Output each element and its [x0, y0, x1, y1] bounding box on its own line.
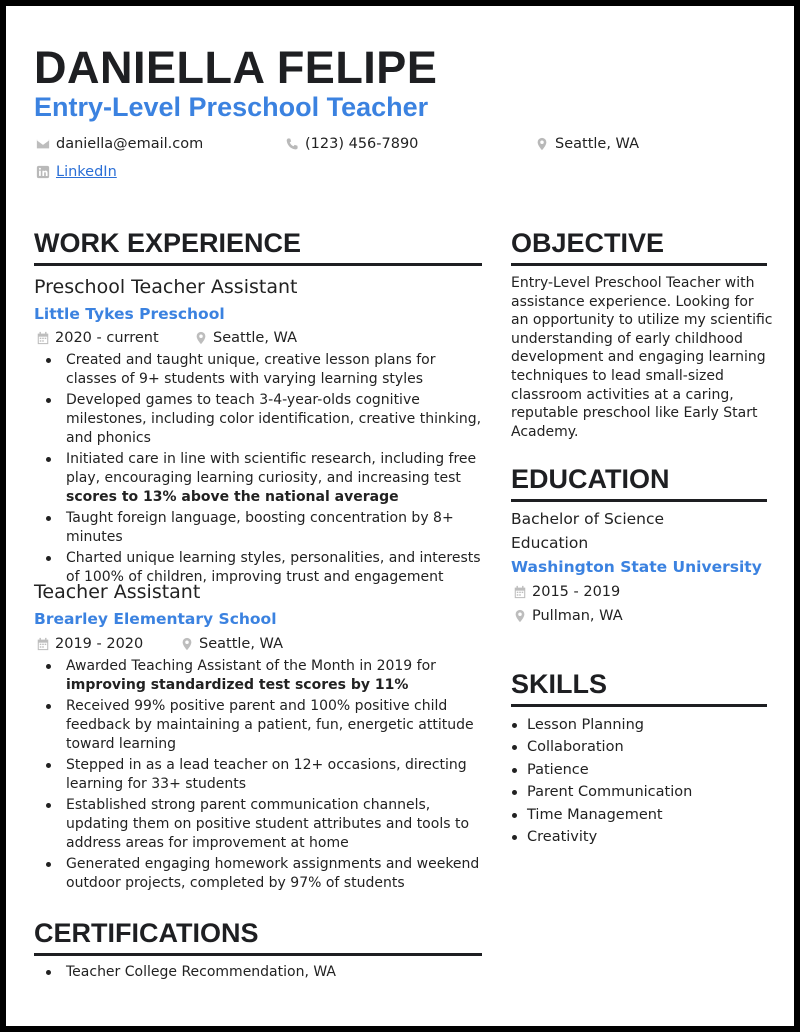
location-text: Seattle, WA [555, 136, 640, 152]
resume-page [6, 6, 794, 1026]
list-item: Initiated care in line with scientific research, including free play, encouraging learning curiosity, and increasing test scores to 13% above the national average [34, 450, 482, 507]
list-item: Teacher College Recommendation, WA [34, 963, 482, 982]
list-item: Developed games to teach 3-4-year-olds cognitive milestones, including color identification, creative thinking, and phonics [34, 391, 482, 448]
list-item: Generated engaging homework assignments and weekend outdoor projects, completed by 97% of students [34, 855, 482, 893]
education-location-item [513, 608, 623, 624]
education-dates [513, 584, 620, 600]
list-item: Awarded Teaching Assistant of the Month in 2019 for improving standardized test scores by 11% [34, 657, 482, 695]
map-pin-icon [513, 609, 527, 623]
map-pin-icon [535, 137, 549, 151]
contact-location [535, 136, 639, 152]
job-dates-2 [36, 636, 143, 652]
education-heading: EDUCATION [511, 464, 767, 502]
job-bullets-2 [34, 657, 482, 895]
work-experience-heading: WORK EXPERIENCE [34, 228, 482, 266]
contact-email [36, 136, 203, 152]
certifications-heading: CERTIFICATIONS [34, 918, 482, 956]
job-dates-text-2: 2019 - 2020 [55, 636, 144, 652]
skill-item: Patience [511, 759, 692, 781]
envelope-icon [36, 137, 50, 151]
job-title-1: Preschool Teacher Assistant [34, 276, 298, 298]
job-location-text-1: Seattle, WA [213, 330, 298, 346]
list-item: Received 99% positive parent and 100% positive child feedback by maintaining a patient, fun, energetic attitude toward learning [34, 697, 482, 754]
education-dates-item [513, 584, 620, 600]
candidate-role: Entry-Level Preschool Teacher [34, 92, 429, 122]
calendar-icon [36, 637, 50, 651]
skill-item: Collaboration [511, 736, 692, 758]
skill-item: Parent Communication [511, 781, 692, 803]
objective-text: Entry-Level Preschool Teacher with assistance experience. Looking for an opportunity to utilize my scientific understanding of early childhood development and engaging learning techniques to lead small-sized classroom activities at a caring, reputable preschool like Early Start Academy. [511, 275, 773, 440]
job-meta-2 [36, 636, 284, 652]
job-bullets-1 [34, 351, 482, 589]
skill-item: Time Management [511, 804, 692, 826]
objective-heading: OBJECTIVE [511, 228, 767, 266]
skill-item: Creativity [511, 826, 692, 848]
job-dates-text-1: 2020 - current [55, 330, 159, 346]
skills-heading: SKILLS [511, 669, 767, 707]
linkedin-link[interactable]: LinkedIn [56, 164, 117, 180]
education-dates-text: 2015 - 2019 [532, 584, 621, 600]
phone-text: (123) 456-7890 [305, 136, 419, 152]
list-item: Charted unique learning styles, personalities, and interests of 100% of children, improving trust and engagement [34, 549, 482, 587]
job-location-1 [194, 330, 297, 346]
education-location-text: Pullman, WA [532, 608, 623, 624]
list-item: Created and taught unique, creative lesson plans for classes of 9+ students with varying learning styles [34, 351, 482, 389]
skills-list [511, 714, 692, 848]
education-school: Washington State University [511, 558, 762, 576]
job-title-2: Teacher Assistant [34, 581, 201, 603]
list-item: Taught foreign language, boosting concentration by 8+ minutes [34, 509, 482, 547]
email-text: daniella@email.com [56, 136, 204, 152]
job-dates-1 [36, 330, 159, 346]
company-2: Brearley Elementary School [34, 610, 277, 628]
calendar-icon [513, 585, 527, 599]
job-location-text-2: Seattle, WA [199, 636, 284, 652]
education-field: Education [511, 534, 589, 552]
phone-icon [285, 137, 299, 151]
education-location [513, 608, 623, 624]
education-degree: Bachelor of Science [511, 510, 665, 528]
contact-phone [285, 136, 418, 152]
certifications-list [34, 963, 482, 984]
map-pin-icon [180, 637, 194, 651]
company-1: Little Tykes Preschool [34, 305, 225, 323]
linkedin-icon [36, 165, 50, 179]
list-item: Stepped in as a lead teacher on 12+ occasions, directing learning for 33+ students [34, 756, 482, 794]
list-item: Established strong parent communication channels, updating them on positive student attributes and tools to address areas for improvement at home [34, 796, 482, 853]
job-location-2 [180, 636, 283, 652]
map-pin-icon [194, 331, 208, 345]
contact-linkedin [36, 164, 117, 180]
candidate-name: DANIELLA FELIPE [34, 42, 438, 93]
job-meta-1 [36, 330, 298, 346]
calendar-icon [36, 331, 50, 345]
skill-item: Lesson Planning [511, 714, 692, 736]
